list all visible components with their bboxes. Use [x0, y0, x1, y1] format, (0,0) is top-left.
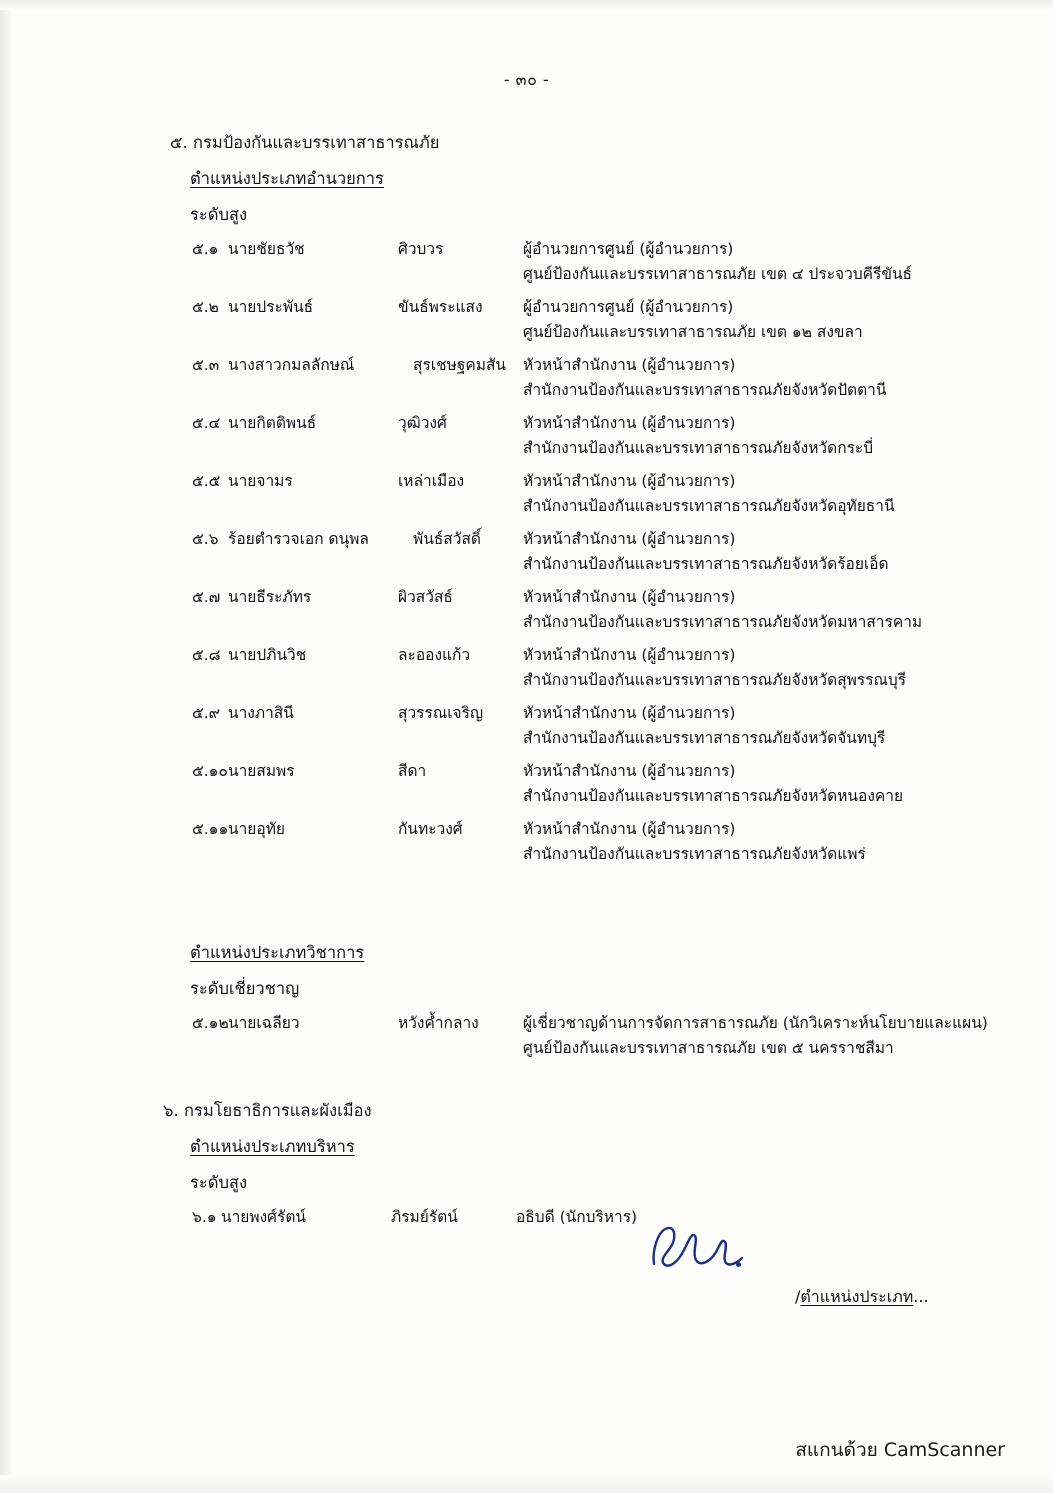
entry-position: ผู้อำนวยการศูนย์ (ผู้อำนวยการ) [523, 298, 734, 316]
list-item [170, 758, 922, 808]
entry-position: อธิบดี (นักบริหาร) [516, 1208, 638, 1226]
entry-surname: ผิวสวัสธ์ [398, 588, 453, 606]
entry-main-row [170, 700, 922, 725]
entry-main-row [170, 294, 922, 319]
entry-office: ศูนย์ป้องกันและบรรเทาสาธารณภัย เขต ๕ นครราชสีมา [523, 1039, 894, 1057]
entry-position: หัวหน้าสำนักงาน (ผู้อำนวยการ) [523, 588, 736, 606]
list-item [170, 294, 922, 344]
entry-main-row [170, 1010, 988, 1035]
entry-position: ผู้อำนวยการศูนย์ (ผู้อำนวยการ) [523, 240, 734, 258]
entry-number: ๕.๑๐ [192, 762, 228, 780]
entry-name: นายประพันธ์ [228, 298, 314, 316]
entry-office: สำนักงานป้องกันและบรรเทาสาธารณภัยจังหวัดปัตตานี [523, 381, 887, 399]
entry-surname: สุรเชษฐคมสัน [413, 356, 507, 374]
section-department-disaster-prevention [170, 130, 922, 866]
entry-name: นายปภินวิช [228, 646, 307, 664]
entry-surname: ละอองแก้ว [398, 646, 471, 664]
section-subheading: ตำแหน่งประเภทบริหาร [190, 1137, 355, 1156]
entry-surname: พันธ์สวัสดิ์ [413, 530, 481, 548]
section-academic-positions [170, 940, 988, 1060]
entry-position: หัวหน้าสำนักงาน (ผู้อำนวยการ) [523, 646, 736, 664]
entry-name: นางสาวกมลลักษณ์ [228, 356, 355, 374]
entry-position: ผู้เชี่ยวชาญด้านการจัดการสาธารณภัย (นักวิเคราะห์นโยบายและแผน) [523, 1014, 988, 1032]
list-item [170, 816, 922, 866]
entry-main-row [163, 1204, 637, 1229]
entry-number: ๕.๖ [192, 530, 219, 548]
entry-number: ๕.๗ [192, 588, 221, 606]
entry-surname: ภิรมย์รัตน์ [391, 1208, 458, 1226]
entry-position: หัวหน้าสำนักงาน (ผู้อำนวยการ) [523, 472, 736, 490]
entry-surname: เหล่าเมือง [398, 472, 465, 490]
entry-name: นายเฉลียว [228, 1014, 300, 1032]
list-item [170, 468, 922, 518]
list-item [170, 642, 922, 692]
entry-main-row [170, 642, 922, 667]
entry-office: สำนักงานป้องกันและบรรเทาสาธารณภัยจังหวัดแพร่ [523, 845, 866, 863]
entry-name: นายธีระภัทร [228, 588, 312, 606]
entry-main-row [170, 352, 922, 377]
list-item [170, 1010, 988, 1060]
entry-office: สำนักงานป้องกันและบรรเทาสาธารณภัยจังหวัดมหาสารคาม [523, 613, 923, 631]
entry-surname: ขันธ์พระแสง [398, 298, 483, 316]
entry-surname: หวังค้ำกลาง [398, 1014, 479, 1032]
entry-office: สำนักงานป้องกันและบรรเทาสาธารณภัยจังหวัดจันทบุรี [523, 729, 886, 747]
entry-name: นายกิตติพนธ์ [228, 414, 317, 432]
entry-office: สำนักงานป้องกันและบรรเทาสาธารณภัยจังหวัดอุทัยธานี [523, 497, 895, 515]
list-item [170, 410, 922, 460]
entry-surname: สีดา [398, 762, 427, 780]
entry-main-row [170, 816, 922, 841]
section-level: ระดับสูง [190, 1173, 248, 1192]
entry-office: สำนักงานป้องกันและบรรเทาสาธารณภัยจังหวัดหนองคาย [523, 787, 904, 805]
list-item [170, 584, 922, 634]
list-item [170, 352, 922, 402]
entry-position: หัวหน้าสำนักงาน (ผู้อำนวยการ) [523, 530, 736, 548]
entry-name: นายสมพร [228, 762, 295, 780]
continuation-label: ตำแหน่งประเภท [800, 1287, 914, 1306]
entry-name: นางภาสินี [228, 704, 294, 722]
list-item [163, 1204, 637, 1229]
section-department-public-works [163, 1098, 637, 1229]
entry-number: ๕.๔ [192, 414, 221, 432]
entry-name: นายจามร [228, 472, 293, 490]
entry-number: ๕.๑๒ [192, 1014, 229, 1032]
entry-number: ๕.๑ [192, 240, 219, 258]
entry-office: สำนักงานป้องกันและบรรเทาสาธารณภัยจังหวัดร้อยเอ็ด [523, 555, 889, 573]
entry-main-row [170, 526, 922, 551]
section-subheading: ตำแหน่งประเภทอำนวยการ [190, 169, 384, 188]
list-item [170, 236, 922, 286]
signature-dot [736, 1262, 741, 1267]
entry-number: ๕.๓ [192, 356, 220, 374]
entry-position: หัวหน้าสำนักงาน (ผู้อำนวยการ) [523, 762, 736, 780]
list-item [170, 700, 922, 750]
entry-position: หัวหน้าสำนักงาน (ผู้อำนวยการ) [523, 704, 736, 722]
page-number: - ๓๐ - [503, 70, 550, 89]
entry-number: ๕.๒ [192, 298, 219, 316]
section-level: ระดับสูง [190, 205, 248, 224]
slash-mark: / [795, 1287, 801, 1306]
entry-office: สำนักงานป้องกันและบรรเทาสาธารณภัยจังหวัดสุพรรณบุรี [523, 671, 907, 689]
section-title: ๕. กรมป้องกันและบรรเทาสาธารณภัย [170, 133, 440, 152]
entry-main-row [170, 236, 922, 261]
entry-name: นายชัยธวัช [228, 240, 305, 258]
section-level: ระดับเชี่ยวชาญ [190, 979, 300, 998]
entry-office: สำนักงานป้องกันและบรรเทาสาธารณภัยจังหวัดกระบี่ [523, 439, 874, 457]
camscanner-watermark: สแกนด้วย CamScanner [795, 1439, 1005, 1461]
entry-position: หัวหน้าสำนักงาน (ผู้อำนวยการ) [523, 414, 736, 432]
entry-position: หัวหน้าสำนักงาน (ผู้อำนวยการ) [523, 356, 736, 374]
entry-surname: สุวรรณเจริญ [398, 704, 484, 722]
entry-number: ๕.๙ [192, 704, 221, 722]
continuation-ellipsis: ... [913, 1287, 929, 1306]
entry-main-row [170, 468, 922, 493]
signature-mark [648, 1218, 758, 1278]
entry-position: หัวหน้าสำนักงาน (ผู้อำนวยการ) [523, 820, 736, 838]
entry-number: ๖.๑ [192, 1208, 217, 1226]
section-subheading: ตำแหน่งประเภทวิชาการ [190, 943, 365, 962]
continuation-note [795, 1285, 929, 1310]
entry-name: ร้อยตำรวจเอก ดนุพล [228, 530, 369, 548]
entry-surname: วุฒิวงศ์ [398, 414, 447, 432]
entry-main-row [170, 410, 922, 435]
entry-office: ศูนย์ป้องกันและบรรเทาสาธารณภัย เขต ๔ ประจวบคีรีขันธ์ [523, 265, 912, 283]
entry-surname: ศิวบวร [398, 240, 444, 258]
entry-main-row [170, 758, 922, 783]
entry-office: ศูนย์ป้องกันและบรรเทาสาธารณภัย เขต ๑๒ สงขลา [523, 323, 863, 341]
entry-name: นายอุทัย [228, 820, 285, 838]
entry-name: นายพงศ์รัตน์ [221, 1208, 306, 1226]
list-item [170, 526, 922, 576]
entry-number: ๕.๕ [192, 472, 221, 490]
entry-number: ๕.๘ [192, 646, 221, 664]
entry-surname: กันทะวงศ์ [398, 820, 463, 838]
entry-main-row [170, 584, 922, 609]
section-title: ๖. กรมโยธาธิการและผังเมือง [163, 1101, 372, 1120]
entry-number: ๕.๑๑ [192, 820, 229, 838]
